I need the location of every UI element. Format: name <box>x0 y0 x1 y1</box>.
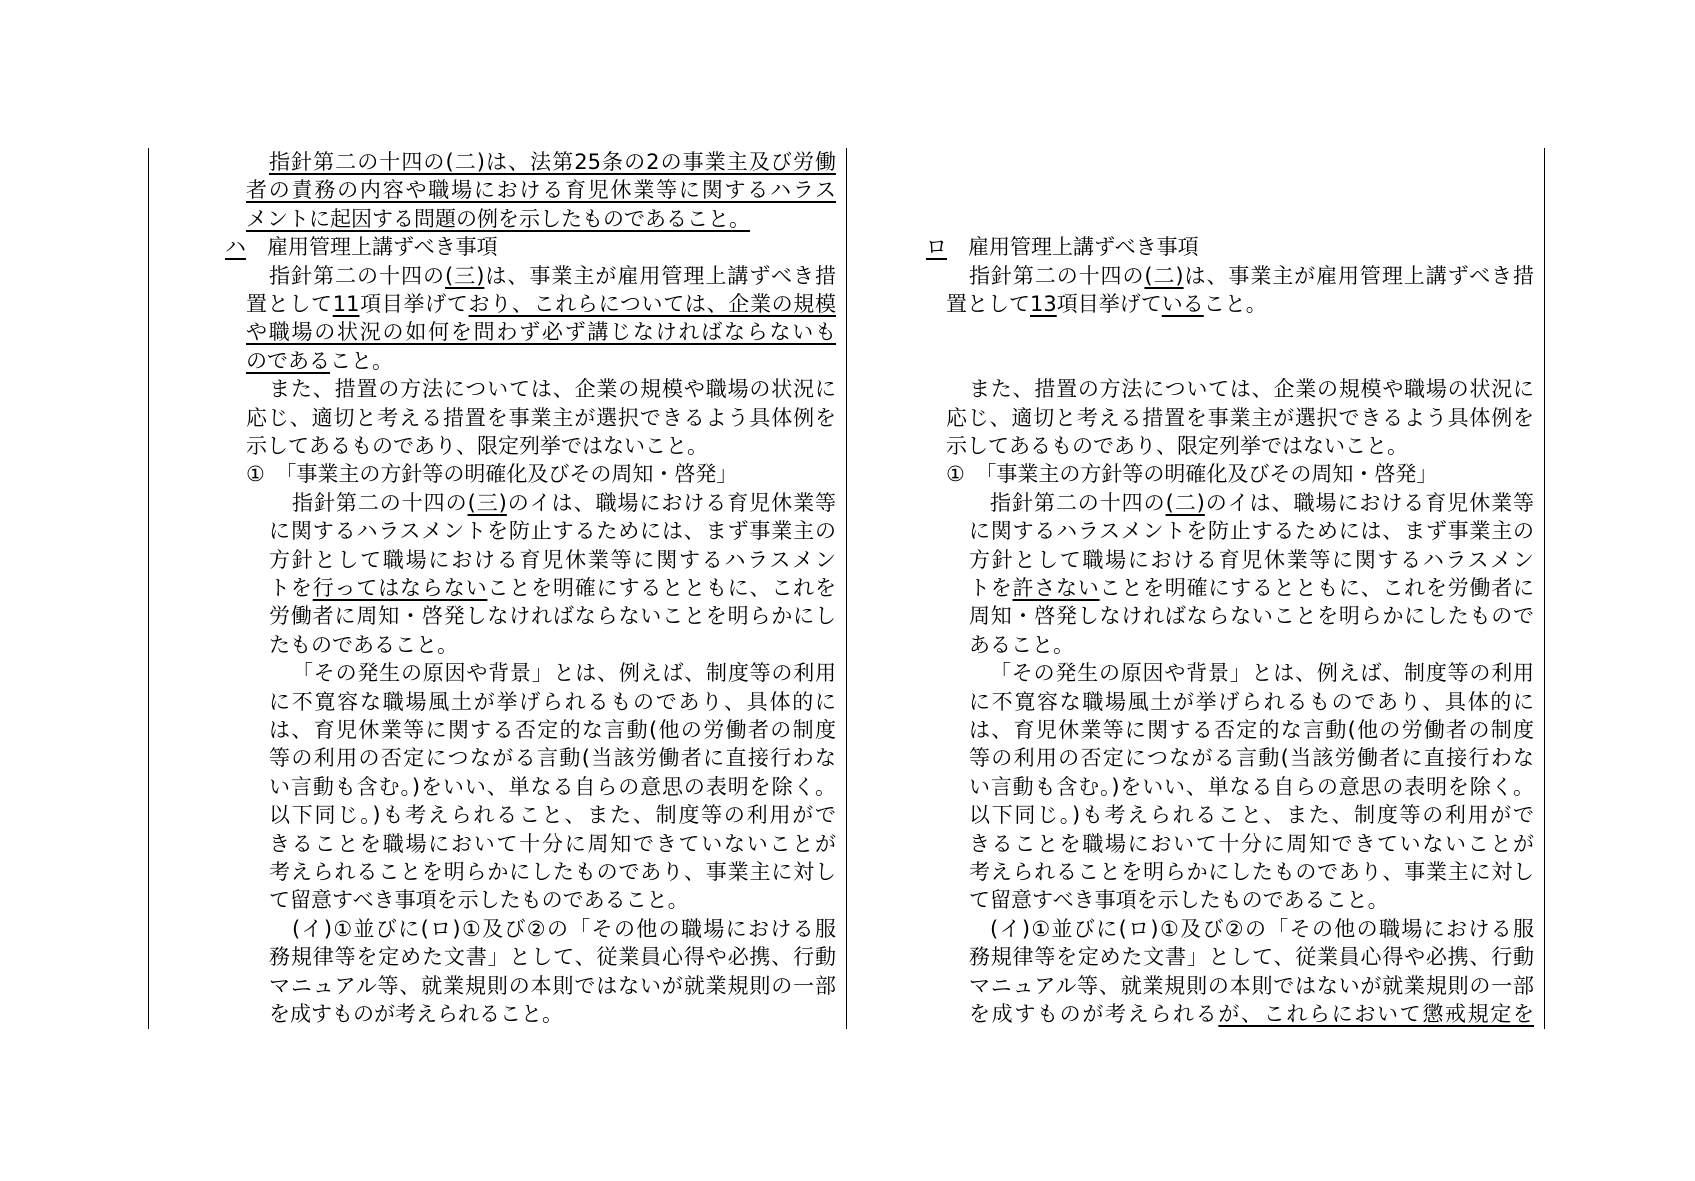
text-segment: きることを職場において十分に周知できていないことが <box>969 831 1534 856</box>
text-segment: て留意すべき事項を示したものであること。 <box>269 888 689 913</box>
text-segment: トを <box>269 576 313 600</box>
text-line <box>990 915 1534 943</box>
text-line <box>969 886 1389 914</box>
left-column-border-left <box>148 148 149 1029</box>
text-line <box>969 801 1534 829</box>
text-segment: 以下同じ。)も考えられること、また、制度等の利用がで <box>269 803 836 828</box>
text-segment: ことを明確にするとともに、これを労働者に <box>1099 576 1534 600</box>
text-line <box>246 290 836 318</box>
section-heading <box>225 233 498 261</box>
text-line <box>990 659 1534 687</box>
text-segment: 雇用管理上講ずべき事項 <box>947 235 1199 260</box>
text-line <box>269 602 836 630</box>
underlined-revision-text: (二) <box>1165 490 1205 515</box>
text-segment: に関するハラスメントを防止するためには、まず事業主の <box>269 519 836 544</box>
text-segment: のイは、職場における育児休業等 <box>506 490 836 515</box>
text-segment: 務規律等を定めた文書」として、従業員心得や必携、行動 <box>269 945 836 970</box>
text-segment: 「その発生の原因や背景」とは、例えば、制度等の利用 <box>292 661 836 686</box>
text-line <box>969 574 1534 602</box>
text-segment: マニュアル等、就業規則の本則ではないが就業規則の一部 <box>269 973 836 998</box>
text-line <box>269 574 836 602</box>
text-segment: ことを明確にするとともに、これを <box>487 576 836 600</box>
text-segment: たものであること。 <box>269 632 458 657</box>
text-line <box>969 716 1534 744</box>
text-segment: 周知・啓発しなければならないことを明らかにしたもので <box>969 604 1534 629</box>
underlined-revision-text: (三) <box>467 490 507 515</box>
text-segment: は、事業主が雇用管理上講ずべき措 <box>484 263 836 288</box>
text-line <box>269 1000 563 1028</box>
text-segment: きることを職場において十分に周知できていないことが <box>269 831 836 856</box>
underlined-revision-text: ハ <box>225 235 246 260</box>
text-segment: 項目挙げて <box>1056 292 1162 316</box>
text-line <box>969 262 1534 290</box>
text-segment: い言動も含む。)をいい、単なる自らの意思の表明を除く。 <box>969 774 1534 799</box>
text-segment: に不寛容な職場風土が挙げられるものであり、具体的に <box>969 689 1534 714</box>
text-segment: こと。 <box>1203 292 1267 316</box>
text-segment: 応じ、適切と考える措置を事業主が選択できるよう具体例を <box>946 405 1534 430</box>
underlined-revision-text: 11 <box>332 292 360 316</box>
underlined-revision-text: ロ <box>926 235 947 260</box>
text-line <box>990 489 1534 517</box>
text-segment: を成すものが考えられること。 <box>269 1002 563 1026</box>
text-segment: 考えられることを明らかにしたものであり、事業主に対し <box>969 860 1534 884</box>
text-line <box>969 744 1534 772</box>
text-line <box>269 546 836 574</box>
text-line <box>246 404 836 432</box>
text-line <box>969 830 1534 858</box>
text-line <box>292 915 836 943</box>
text-segment: 務規律等を定めた文書」として、従業員心得や必携、行動 <box>969 945 1534 970</box>
text-line <box>269 943 836 971</box>
text-segment: 雇用管理上講ずべき事項 <box>246 235 498 260</box>
text-segment: は、事業主が雇用管理上講ずべき措 <box>1183 263 1534 288</box>
text-segment: 応じ、適切と考える措置を事業主が選択できるよう具体例を <box>246 405 836 430</box>
underlined-revision-text: いる <box>1161 292 1204 316</box>
text-line <box>269 744 836 772</box>
text-line <box>969 858 1534 886</box>
text-segment: 指針第二の十四の <box>292 490 468 515</box>
text-line <box>269 858 836 886</box>
text-line <box>269 801 836 829</box>
underlined-revision-text: のである <box>246 348 330 373</box>
text-segment: また、措置の方法については、企業の規模や職場の状況に <box>969 377 1534 402</box>
text-line <box>246 176 836 204</box>
text-segment: 指針第二の十四の <box>990 490 1166 515</box>
underlined-revision-text: 指針第二の十四の(二)は、法第25条の2の事業主及び労働 <box>269 150 836 174</box>
text-line <box>969 546 1534 574</box>
text-line <box>269 716 836 744</box>
text-segment: に関するハラスメントを防止するためには、まず事業主の <box>969 519 1534 544</box>
text-segment: に不寛容な職場風土が挙げられるものであり、具体的に <box>269 689 836 714</box>
text-line <box>969 773 1534 801</box>
text-line <box>269 148 836 176</box>
text-segment: を成すものが考えられる <box>969 1002 1219 1026</box>
text-line <box>246 318 836 346</box>
underlined-revision-text: おり、これらについては、企業の規模 <box>468 292 836 316</box>
underlined-revision-text: (二) <box>1144 263 1184 288</box>
text-segment: 方針として職場における育児休業等に関するハラスメン <box>969 547 1534 572</box>
text-segment: い言動も含む。)をいい、単なる自らの意思の表明を除く。 <box>269 774 836 799</box>
text-segment: 指針第二の十四の <box>269 263 446 288</box>
text-segment: 方針として職場における育児休業等に関するハラスメン <box>269 547 836 572</box>
text-segment: 等の利用の否定につながる言動(当該労働者に直接行わな <box>969 746 1534 771</box>
underlined-revision-text: が、これらにおいて懲戒規定を <box>1218 1002 1534 1026</box>
text-line <box>946 404 1534 432</box>
text-line <box>269 773 836 801</box>
text-segment: 示してあるものであり、限定列挙ではないこと。 <box>946 434 1408 458</box>
underlined-revision-text: 13 <box>1030 292 1057 316</box>
text-line <box>246 205 750 233</box>
underlined-revision-text: (三) <box>445 263 485 288</box>
text-segment: て留意すべき事項を示したものであること。 <box>969 888 1389 913</box>
text-segment: 以下同じ。)も考えられること、また、制度等の利用がで <box>969 803 1534 828</box>
text-segment: また、措置の方法については、企業の規模や職場の状況に <box>269 377 836 402</box>
column-divider <box>846 148 847 1029</box>
text-line <box>969 972 1534 1000</box>
text-line <box>246 432 708 460</box>
text-segment: 考えられることを明らかにしたものであり、事業主に対し <box>269 860 836 884</box>
text-line <box>969 631 1074 659</box>
text-line <box>946 290 1267 318</box>
text-line <box>269 830 836 858</box>
text-segment: ① 「事業主の方針等の明確化及びその周知・啓発」 <box>246 462 738 487</box>
text-line <box>946 460 1437 488</box>
text-line <box>969 1000 1534 1028</box>
text-segment: 労働者に周知・啓発しなければならないことを明らかにし <box>269 604 836 629</box>
text-segment: 置として <box>946 292 1030 316</box>
text-segment: 置として <box>246 292 333 316</box>
text-segment: あること。 <box>969 632 1074 657</box>
text-segment: 指針第二の十四の <box>969 263 1145 288</box>
section-heading <box>926 233 1199 261</box>
text-segment: 示してあるものであり、限定列挙ではないこと。 <box>246 434 708 458</box>
text-segment: 等の利用の否定につながる言動(当該労働者に直接行わな <box>269 746 836 771</box>
text-line <box>269 972 836 1000</box>
text-segment: のイは、職場における育児休業等 <box>1204 490 1534 515</box>
text-line <box>969 688 1534 716</box>
text-line <box>969 943 1534 971</box>
text-segment: は、育児休業等に関する否定的な言動(他の労働者の制度 <box>269 718 836 742</box>
text-segment: 項目挙げて <box>359 292 469 316</box>
text-line <box>246 347 393 375</box>
text-segment: マニュアル等、就業規則の本則ではないが就業規則の一部 <box>969 973 1534 998</box>
text-line <box>969 602 1534 630</box>
underlined-revision-text: や職場の状況の如何を問わず必ず講じなければならないも <box>246 320 836 345</box>
text-line <box>946 432 1408 460</box>
text-line <box>292 659 836 687</box>
text-segment: ① 「事業主の方針等の明確化及びその周知・啓発」 <box>946 462 1438 487</box>
underlined-revision-text: 者の責務の内容や職場における育児休業等に関するハラス <box>246 178 836 203</box>
text-segment: 「その発生の原因や背景」とは、例えば、制度等の利用 <box>990 661 1534 686</box>
text-line <box>292 489 836 517</box>
text-line <box>269 262 836 290</box>
text-segment: トを <box>969 576 1013 600</box>
text-segment: こと。 <box>330 348 393 373</box>
underlined-revision-text: 行ってはならない <box>312 576 488 600</box>
underlined-revision-text: 許さない <box>1012 576 1100 600</box>
text-line <box>969 375 1534 403</box>
text-segment: は、育児休業等に関する否定的な言動(他の労働者の制度 <box>969 718 1534 742</box>
text-line <box>269 375 836 403</box>
text-line <box>269 688 836 716</box>
text-line <box>269 517 836 545</box>
text-line <box>969 517 1534 545</box>
text-line <box>269 631 458 659</box>
text-segment: (イ)①並びに(ロ)①及び②の「その他の職場における服 <box>990 916 1534 941</box>
right-column-border-right <box>1544 148 1545 1029</box>
text-segment: (イ)①並びに(ロ)①及び②の「その他の職場における服 <box>292 916 836 941</box>
text-line <box>269 886 689 914</box>
underlined-revision-text: メントに起因する問題の例を示したものであること。 <box>246 206 750 231</box>
text-line <box>246 460 737 488</box>
